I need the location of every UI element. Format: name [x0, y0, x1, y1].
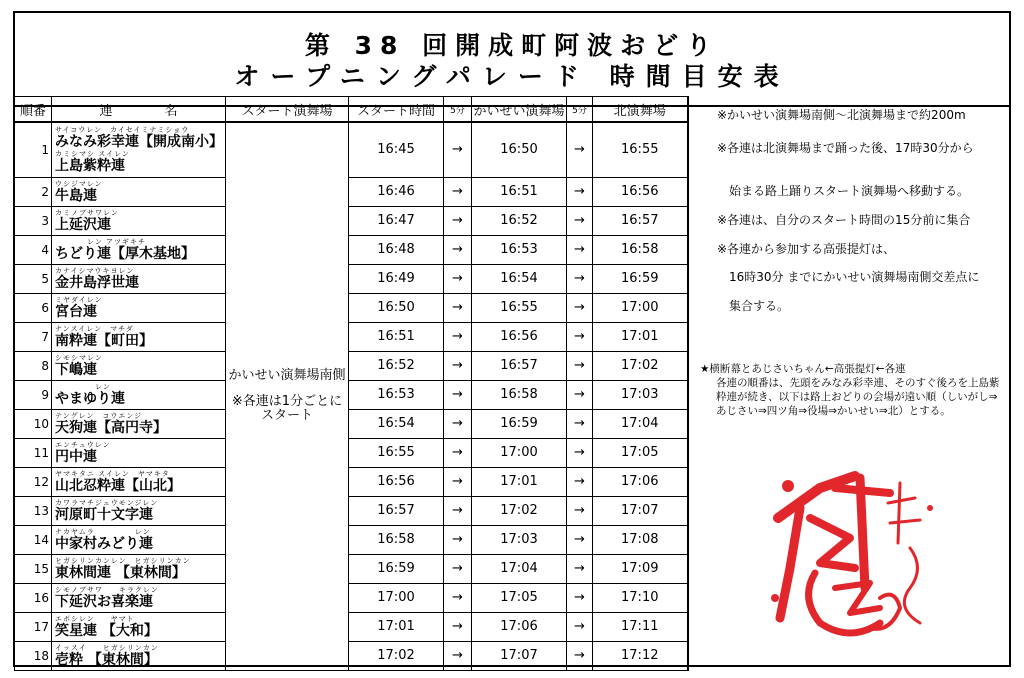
arrow-icon: →: [444, 583, 472, 612]
team-name-text: 下延沢お喜楽連: [55, 593, 153, 610]
kaisei-time: 17:00: [472, 438, 567, 467]
arrow-icon: →: [444, 322, 472, 351]
north-time: 17:12: [593, 641, 688, 670]
start-time: 16:57: [349, 496, 444, 525]
arrow-icon: →: [567, 380, 593, 409]
team-name-reading: テングレン コウエンジ: [55, 411, 143, 420]
north-time: 17:02: [593, 351, 688, 380]
team-name-reading: ナカヤムラ レン: [55, 527, 151, 536]
table-row: [15, 235, 688, 264]
north-time: 17:04: [593, 409, 688, 438]
team-name-text: 上延沢連: [55, 216, 111, 233]
kaisei-time: 16:57: [472, 351, 567, 380]
team-name: [52, 351, 226, 380]
row-number: 5: [15, 264, 52, 293]
north-time: 17:06: [593, 467, 688, 496]
start-time: 16:56: [349, 467, 444, 496]
table-row: [15, 351, 688, 380]
team-name-text: 金井島浮世連: [55, 274, 139, 291]
north-time: 17:09: [593, 554, 688, 583]
order-info-head: ★横断幕とあじさいちゃん←高張提灯←各連: [700, 363, 906, 375]
team-name: [52, 322, 226, 351]
note-line: 16時30分 までにかいせい演舞場南側交差点に: [717, 270, 980, 284]
kaisei-time: 16:50: [472, 122, 567, 177]
row-number: 9: [15, 380, 52, 409]
arrow-icon: →: [567, 264, 593, 293]
table-row: [15, 264, 688, 293]
header-gap-2: 5分: [567, 97, 593, 123]
arrow-icon: →: [444, 122, 472, 177]
team-name-reading: ウシジマレン: [55, 179, 103, 188]
table-row: [15, 467, 688, 496]
row-number: 8: [15, 351, 52, 380]
team-name-reading: カミシマシ スイレン: [55, 149, 130, 158]
table-row: [15, 525, 688, 554]
arrow-icon: →: [567, 496, 593, 525]
team-name: [52, 122, 226, 177]
arrow-icon: →: [567, 641, 593, 670]
team-name: [52, 293, 226, 322]
table-row: [15, 293, 688, 322]
north-time: 16:59: [593, 264, 688, 293]
arrow-icon: →: [567, 177, 593, 206]
note-line: ※各連は北演舞場まで踊った後、17時30分から: [717, 141, 974, 155]
arrow-icon: →: [444, 409, 472, 438]
kaisei-time: 17:01: [472, 467, 567, 496]
start-time: 16:55: [349, 438, 444, 467]
arrow-icon: →: [567, 612, 593, 641]
page-subtitle: オープニングパレード 時間目安表: [234, 62, 790, 91]
arrow-icon: →: [567, 467, 593, 496]
arrow-icon: →: [444, 235, 472, 264]
team-name-reading: エボシレン ヤマト: [55, 614, 135, 623]
row-number: 3: [15, 206, 52, 235]
team-name-text: 壱粋 【東林間】: [55, 651, 158, 668]
table-row: [15, 496, 688, 525]
kaisei-time: 17:07: [472, 641, 567, 670]
team-name-reading: レン アツギキチ: [55, 237, 147, 246]
schedule-body: [15, 122, 688, 670]
team-name-text: 上島紫粋連: [55, 157, 125, 174]
table-row: [15, 583, 688, 612]
arrow-icon: →: [567, 525, 593, 554]
arrow-icon: →: [567, 122, 593, 177]
table-row: [15, 177, 688, 206]
arrow-icon: →: [567, 351, 593, 380]
team-name-reading: イッスイ ヒガシリンカン: [55, 643, 159, 652]
team-name-text: 東林間連 【東林間】: [55, 564, 186, 581]
team-name-text: 中家村みどり連: [55, 535, 153, 552]
arrow-icon: →: [444, 351, 472, 380]
arrow-icon: →: [567, 583, 593, 612]
start-time: 16:45: [349, 122, 444, 177]
schedule-table: [14, 96, 689, 671]
start-stage-cell: [226, 122, 349, 670]
table-row: [15, 612, 688, 641]
kaisei-time: 17:02: [472, 496, 567, 525]
team-name: [52, 438, 226, 467]
team-name: [52, 264, 226, 293]
start-time: 16:54: [349, 409, 444, 438]
table-row: [15, 409, 688, 438]
kaisei-time: 17:06: [472, 612, 567, 641]
start-time: 17:02: [349, 641, 444, 670]
note-line: ※各連から参加する高張提灯は、: [717, 242, 896, 256]
start-time: 16:48: [349, 235, 444, 264]
arrow-icon: →: [567, 409, 593, 438]
team-name: [52, 641, 226, 670]
arrow-icon: →: [444, 554, 472, 583]
start-time: 16:52: [349, 351, 444, 380]
north-time: 17:08: [593, 525, 688, 554]
header-north: 北演舞場: [593, 97, 688, 123]
team-name: [52, 467, 226, 496]
note-line: 集合する。: [717, 299, 790, 313]
header-start-stage: スタート演舞場: [226, 97, 349, 123]
north-time: 17:05: [593, 438, 688, 467]
team-name: [52, 380, 226, 409]
arrow-icon: →: [567, 293, 593, 322]
kaisei-time: 16:54: [472, 264, 567, 293]
start-time: 16:46: [349, 177, 444, 206]
team-name-text: やまゆり連: [55, 390, 125, 407]
kaisei-time: 16:53: [472, 235, 567, 264]
page-title: 第 38 回開成町阿波おどり: [304, 31, 720, 60]
north-time: 16:57: [593, 206, 688, 235]
team-name-text: 河原町十文字連: [55, 506, 153, 523]
kaisei-time: 16:52: [472, 206, 567, 235]
team-name: [52, 496, 226, 525]
note-line: ※各連は、自分のスタート時間の15分前に集合: [717, 213, 971, 227]
row-number: 2: [15, 177, 52, 206]
north-time: 17:11: [593, 612, 688, 641]
team-name-text: 下嶋連: [55, 361, 97, 378]
table-row: [15, 322, 688, 351]
row-number: 18: [15, 641, 52, 670]
team-name: [52, 554, 226, 583]
arrow-icon: →: [444, 641, 472, 670]
team-name-text: 天狗連【高円寺】: [55, 419, 167, 436]
kaisei-time: 17:05: [472, 583, 567, 612]
row-number: 6: [15, 293, 52, 322]
start-time: 16:50: [349, 293, 444, 322]
north-time: 17:00: [593, 293, 688, 322]
logo-splash: [771, 594, 779, 602]
arrow-icon: →: [444, 496, 472, 525]
arrow-icon: →: [444, 467, 472, 496]
kaisei-time: 17:03: [472, 525, 567, 554]
team-name: [52, 409, 226, 438]
kaisei-time: 16:51: [472, 177, 567, 206]
arrow-icon: →: [567, 235, 593, 264]
start-time: 16:49: [349, 264, 444, 293]
start-time: 16:53: [349, 380, 444, 409]
kaisei-time: 16:56: [472, 322, 567, 351]
north-time: 17:01: [593, 322, 688, 351]
table-row: [15, 438, 688, 467]
arrow-icon: →: [444, 380, 472, 409]
row-number: 7: [15, 322, 52, 351]
team-name-reading: ヤマキタニ スイレン ヤマキタ: [55, 469, 170, 478]
start-stage-text: かいせい演舞場南側: [228, 368, 346, 384]
kaisei-time: 16:55: [472, 293, 567, 322]
logo-stroke: [810, 518, 855, 568]
row-number: 10: [15, 409, 52, 438]
team-name-reading: エンチュウレン: [55, 440, 111, 449]
logo-stroke: [780, 508, 800, 618]
team-name-text: 笑星連 【大和】: [55, 622, 158, 639]
arrow-icon: →: [567, 206, 593, 235]
team-name-reading: カミノブサワレン: [55, 208, 119, 217]
north-time: 17:10: [593, 583, 688, 612]
team-name-text: ちどり連【厚木基地】: [55, 245, 195, 262]
team-name-text: みなみ彩幸連【開成南小】: [55, 133, 223, 150]
arrow-icon: →: [444, 612, 472, 641]
start-time: 16:59: [349, 554, 444, 583]
table-row: [15, 380, 688, 409]
header-name: 連 名: [52, 97, 226, 123]
arrow-icon: →: [444, 264, 472, 293]
note-line: 始まる路上踊りスタート演舞場へ移動する。: [717, 184, 970, 198]
arrow-icon: →: [444, 293, 472, 322]
team-name: [52, 177, 226, 206]
start-time: 17:00: [349, 583, 444, 612]
team-name-reading: シモノブサワ キラクレン: [55, 585, 159, 594]
start-time: 16:58: [349, 525, 444, 554]
table-header-row: [15, 97, 688, 123]
team-name-text: 宮台連: [55, 303, 97, 320]
header-order: 順番: [15, 97, 52, 123]
north-time: 16:56: [593, 177, 688, 206]
row-number: 12: [15, 467, 52, 496]
arrow-icon: →: [444, 206, 472, 235]
team-name-reading: レン: [55, 382, 111, 391]
logo-stroke: [835, 583, 880, 613]
arrow-icon: →: [567, 322, 593, 351]
team-name: [52, 206, 226, 235]
table-row: [15, 641, 688, 670]
team-name-text: 山北忍粋連【山北】: [55, 477, 181, 494]
kaisei-time: 17:04: [472, 554, 567, 583]
north-time: 17:03: [593, 380, 688, 409]
row-number: 11: [15, 438, 52, 467]
team-name-reading: シモシマレン: [55, 353, 103, 362]
north-time: 17:07: [593, 496, 688, 525]
team-name: [52, 612, 226, 641]
team-name-reading: ナンスイレン マチダ: [55, 324, 134, 333]
start-time: 16:47: [349, 206, 444, 235]
kaisei-time: 16:58: [472, 380, 567, 409]
logo-stroke: [835, 488, 890, 493]
arrow-icon: →: [444, 177, 472, 206]
team-name-reading: ヒガシリンカンレン ヒガシリンカン: [55, 556, 191, 565]
row-number: 1: [15, 122, 52, 177]
header-kaisei: かいせい演舞場: [472, 97, 567, 123]
team-name-text: 牛島連: [55, 187, 97, 204]
logo-splash: [927, 505, 933, 511]
start-time: 16:51: [349, 322, 444, 351]
row-number: 17: [15, 612, 52, 641]
awa-odori-logo: [760, 448, 950, 648]
note-line: ※かいせい演舞場南側～北演舞場まで約200m: [717, 108, 966, 122]
order-info-body: 各連の順番は、先頭をみなみ彩幸連、そのすぐ後ろを上島紫粋連が続き、以下は路上おどりの会場が遠い順（しいがし⇒あじさい⇒四ツ角⇒役場⇒かいせい⇒北）とする。: [716, 377, 1000, 417]
logo-splash: [782, 480, 794, 492]
row-number: 15: [15, 554, 52, 583]
table-row: [15, 122, 688, 177]
table-row: [15, 206, 688, 235]
north-time: 16:55: [593, 122, 688, 177]
start-time: 17:01: [349, 612, 444, 641]
header-gap-1: 5分: [444, 97, 472, 123]
team-name-text: 円中連: [55, 448, 97, 465]
north-time: 16:58: [593, 235, 688, 264]
team-name-reading: カナイシマウキヨレン: [55, 266, 135, 275]
kaisei-time: 16:59: [472, 409, 567, 438]
header-start-time: スタート時間: [349, 97, 444, 123]
start-stage-note: ※各連は1分ごとにスタート: [231, 394, 343, 424]
row-number: 16: [15, 583, 52, 612]
team-name-text: 南粋連【町田】: [55, 332, 153, 349]
team-name: [52, 525, 226, 554]
order-info: [700, 362, 1000, 418]
team-name-reading: ミヤダイレン: [55, 295, 103, 304]
logo-stroke: [904, 548, 920, 623]
arrow-icon: →: [444, 438, 472, 467]
row-number: 13: [15, 496, 52, 525]
row-number: 4: [15, 235, 52, 264]
team-name-reading: カワラマチジュウモンジレン: [55, 498, 159, 507]
team-name: [52, 583, 226, 612]
table-row: [15, 554, 688, 583]
team-name-reading: サイコウレン カイセイミナミショウ: [55, 125, 190, 134]
arrow-icon: →: [567, 438, 593, 467]
row-number: 14: [15, 525, 52, 554]
arrow-icon: →: [444, 525, 472, 554]
arrow-icon: →: [567, 554, 593, 583]
team-name: [52, 235, 226, 264]
